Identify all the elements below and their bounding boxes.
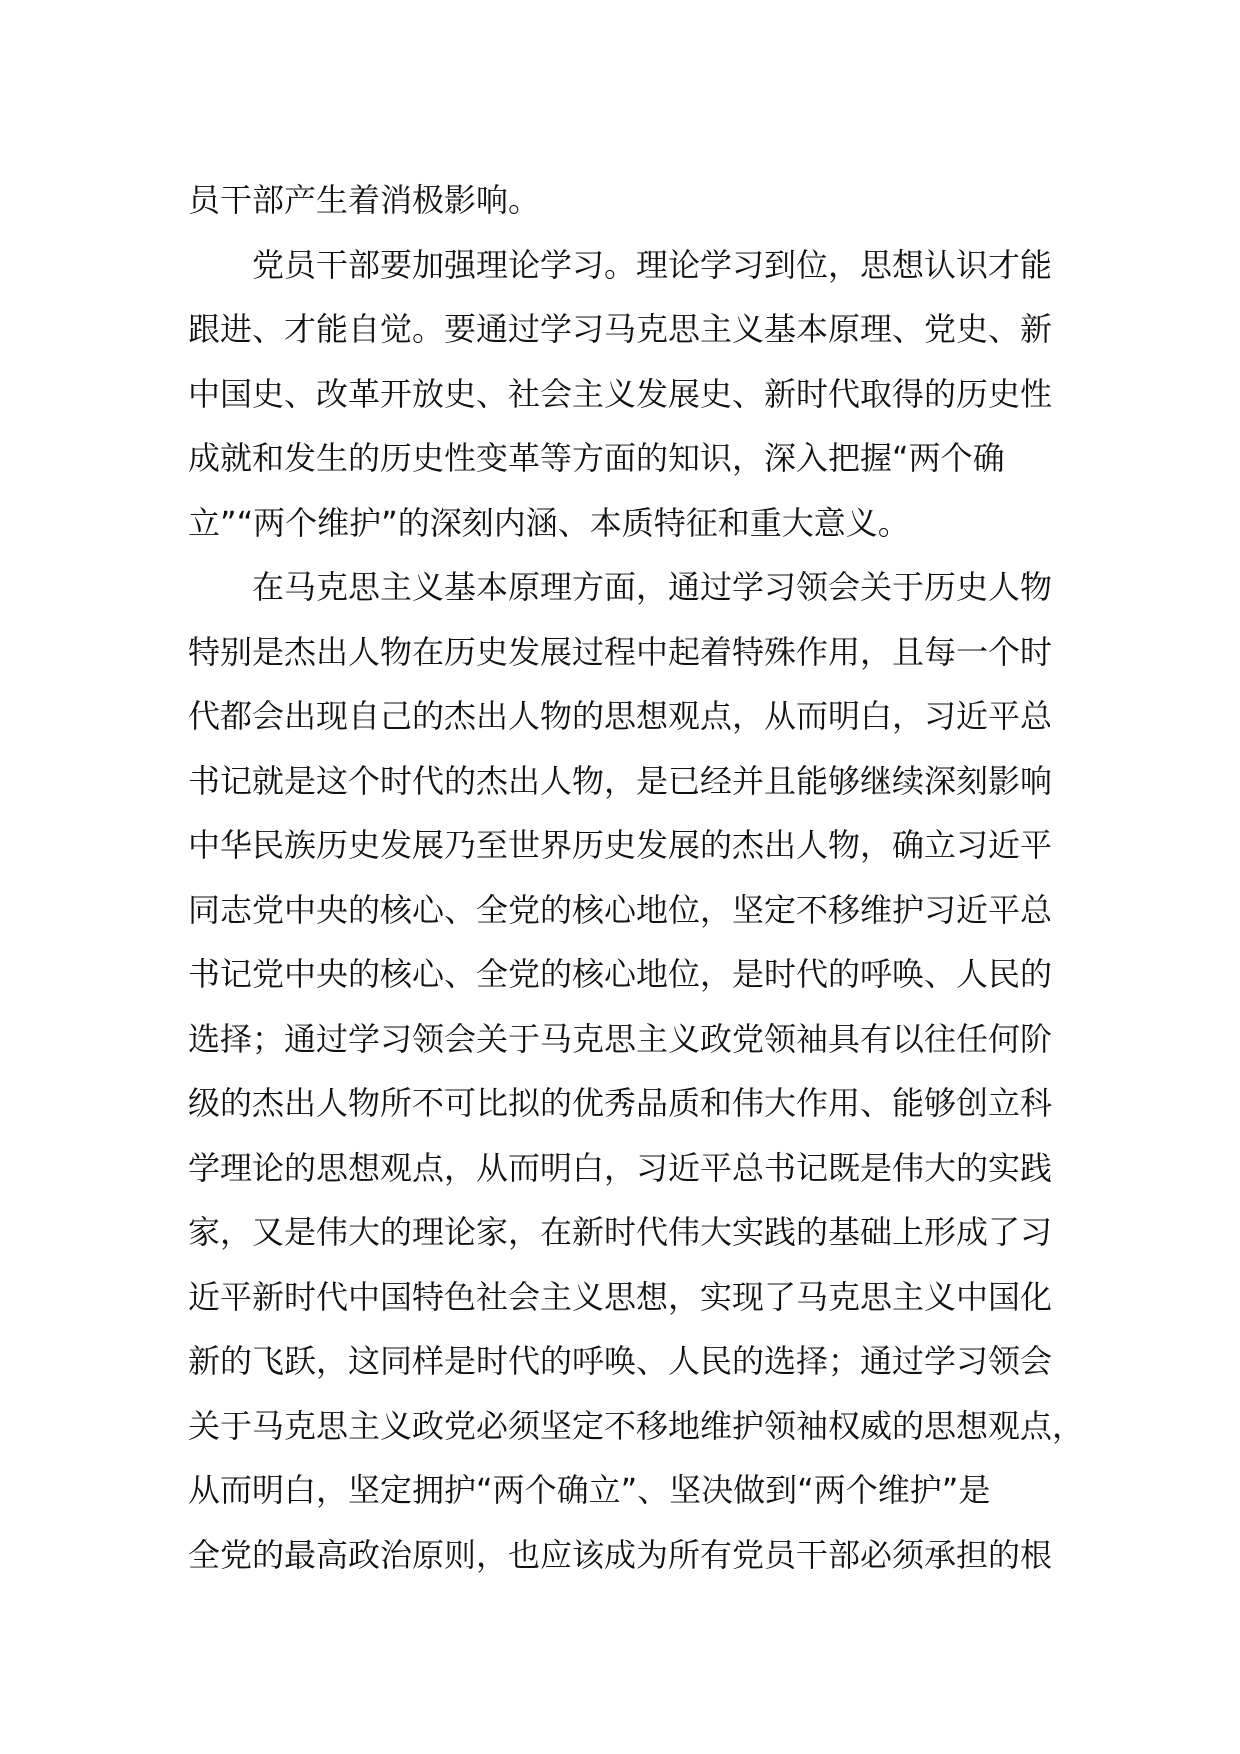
text-line: 中华民族历史发展乃至世界历史发展的杰出人物，确立习近平 <box>188 826 1053 864</box>
text-line: 新的飞跃，这同样是时代的呼唤、人民的选择；通过学习领会 <box>188 1342 1053 1380</box>
text-line: 从而明白，坚定拥护“两个确立”、坚决做到“两个维护”是 <box>188 1471 991 1509</box>
paragraph-start-line: 党员干部要加强理论学习。理论学习到位，思想认识才能 <box>252 245 1053 284</box>
text-line: 代都会出现自己的杰出人物的思想观点，从而明白，习近平总 <box>188 697 1053 735</box>
text-line: 跟进、才能自觉。要通过学习马克思主义基本原理、党史、新 <box>188 310 1053 348</box>
text-line: 特别是杰出人物在历史发展过程中起着特殊作用，且每一个时 <box>188 632 1053 671</box>
text-line: 选择；通过学习领会关于马克思主义政党领袖具有以往任何阶 <box>188 1019 1053 1058</box>
text-line: 书记就是这个时代的杰出人物，是已经并且能够继续深刻影响 <box>188 761 1053 800</box>
text-line: 关于马克思主义政党必须坚定不移地维护领袖权威的思想观点， <box>188 1406 1085 1445</box>
text-line: 级的杰出人物所不可比拟的优秀品质和伟大作用、能够创立科 <box>188 1084 1053 1122</box>
text-line: 全党的最高政治原则，也应该成为所有党员干部必须承担的根 <box>188 1535 1053 1574</box>
text-line: 学理论的思想观点，从而明白，习近平总书记既是伟大的实践 <box>188 1148 1053 1187</box>
paragraph-start-line: 在马克思主义基本原理方面，通过学习领会关于历史人物 <box>252 568 1053 606</box>
text-line: 书记党中央的核心、全党的核心地位，是时代的呼唤、人民的 <box>188 955 1053 993</box>
text-line: 成就和发生的历史性变革等方面的知识，深入把握“两个确 <box>188 439 1005 477</box>
text-line: 同志党中央的核心、全党的核心地位，坚定不移维护习近平总 <box>188 890 1053 929</box>
text-line: 立”“两个维护”的深刻内涵、本质特征和重大意义。 <box>188 503 910 542</box>
document-body <box>188 168 1085 1587</box>
text-line: 中国史、改革开放史、社会主义发展史、新时代取得的历史性 <box>188 374 1053 413</box>
text-line: 家，又是伟大的理论家，在新时代伟大实践的基础上形成了习 <box>188 1213 1053 1251</box>
text-line: 近平新时代中国特色社会主义思想，实现了马克思主义中国化 <box>188 1277 1053 1316</box>
text-line: 员干部产生着消极影响。 <box>188 181 541 219</box>
